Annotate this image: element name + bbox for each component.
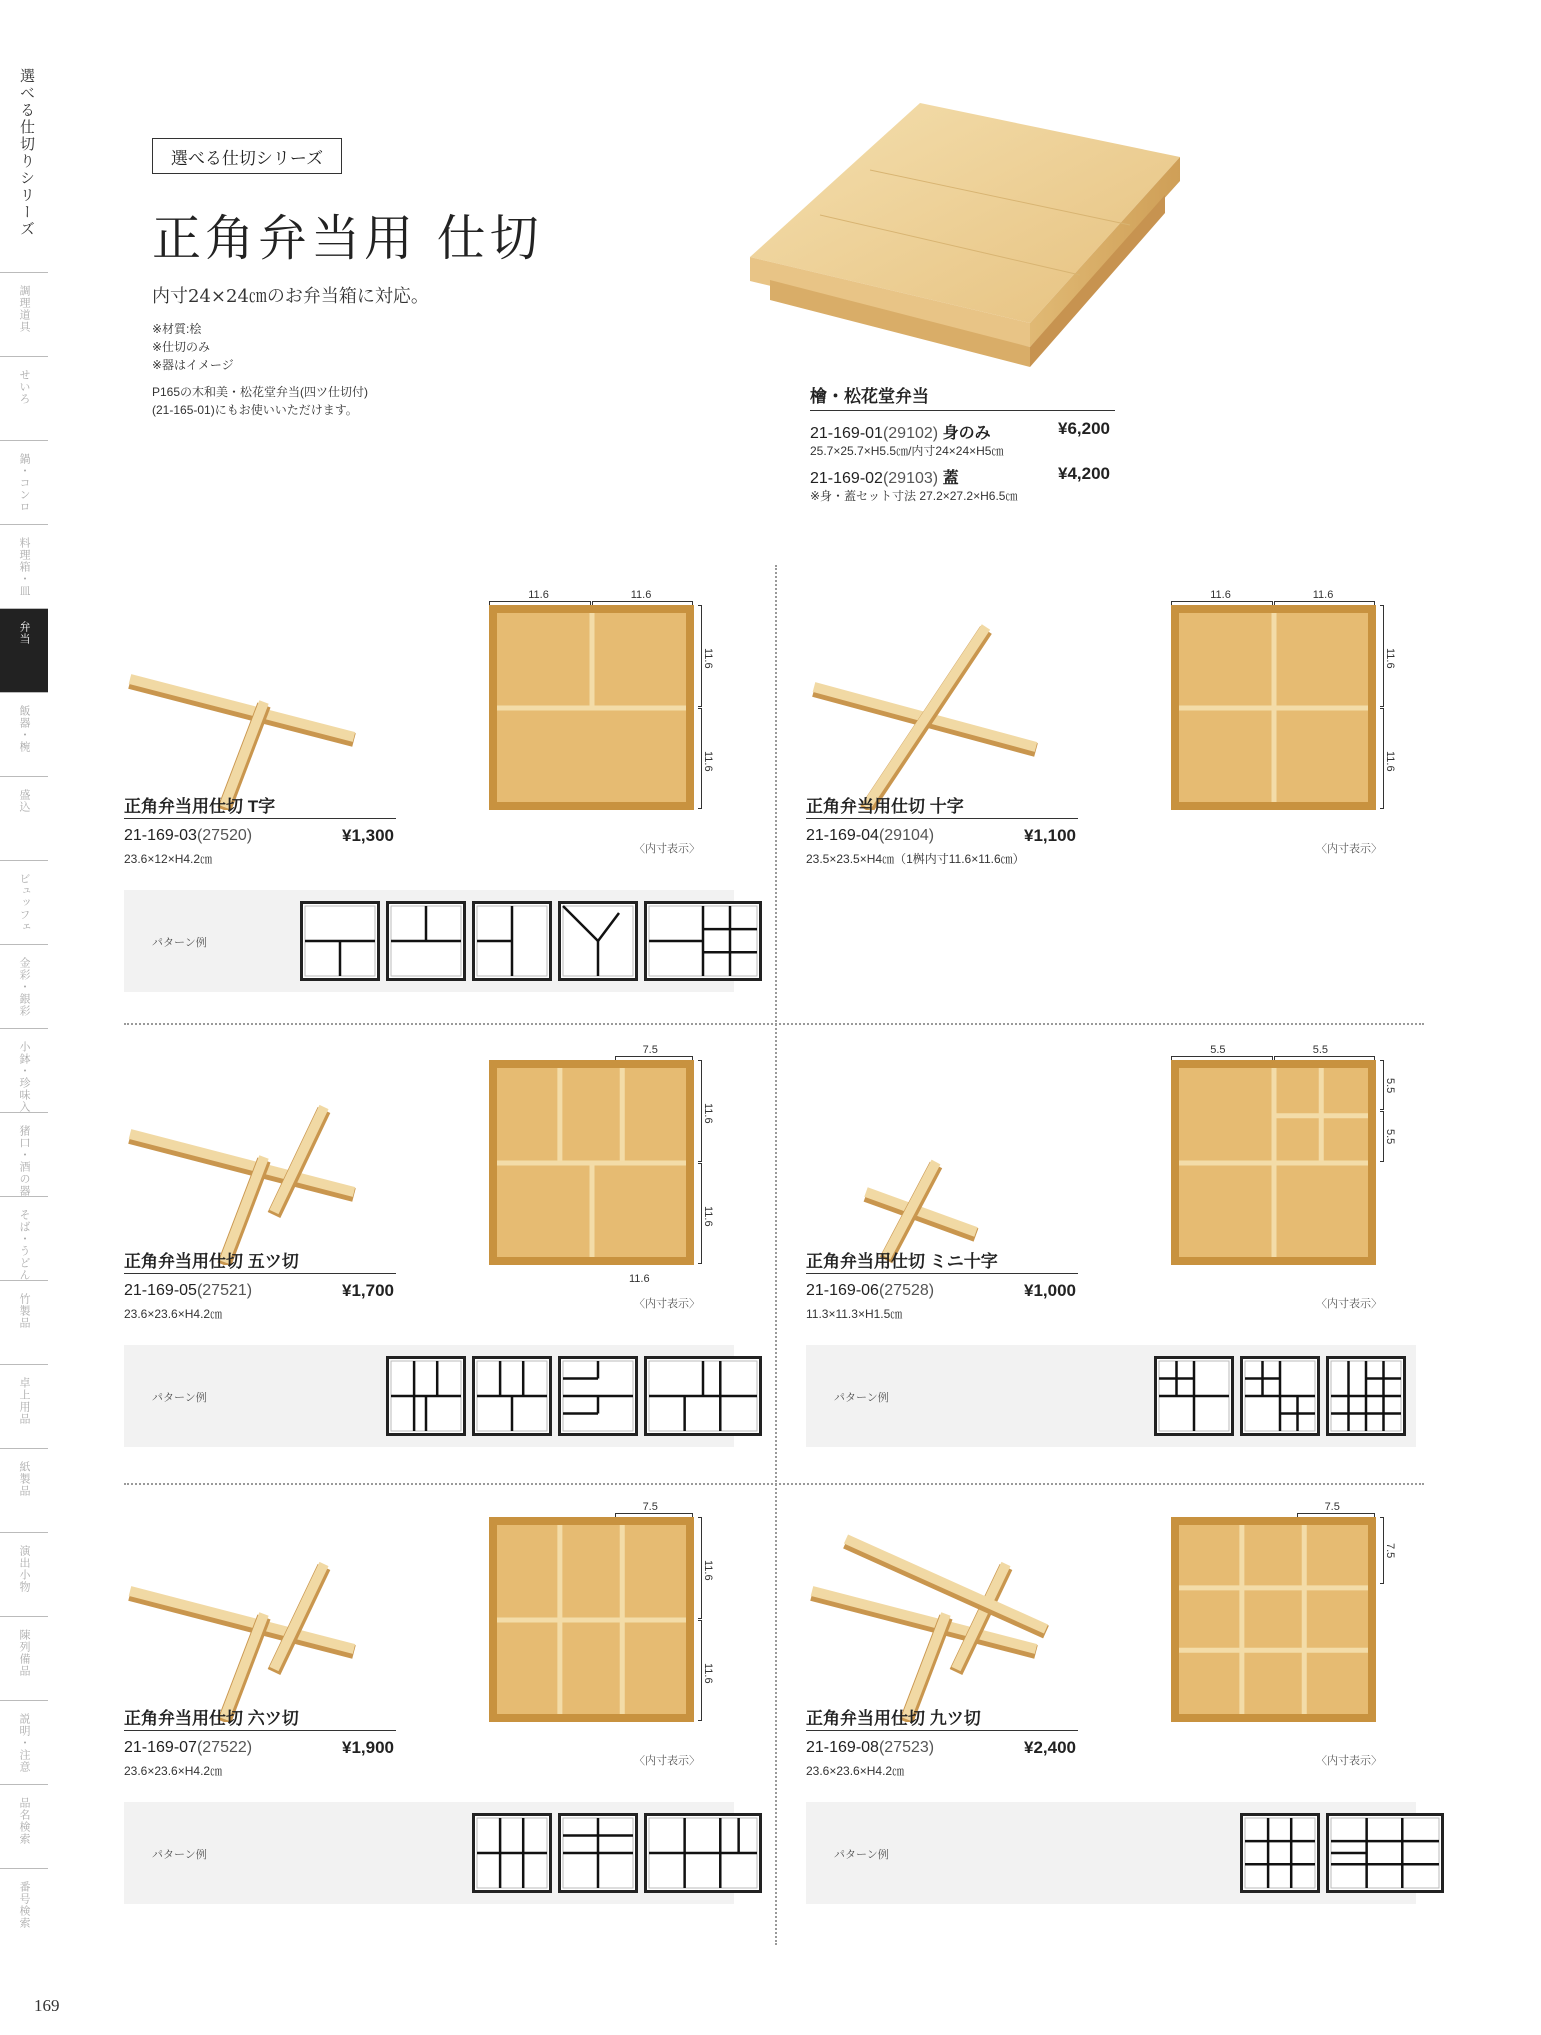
- dimension-side: 11.6: [702, 1103, 714, 1124]
- side-index-label: 陳列備品: [18, 1629, 31, 1677]
- divider-image: [124, 610, 384, 810]
- product-code: [806, 827, 934, 845]
- dimension-line: [698, 1163, 702, 1265]
- dimension-top: 5.5: [1312, 1044, 1329, 1056]
- pattern-label: パターン例: [834, 1392, 889, 1404]
- dimension-side: 11.6: [702, 750, 714, 772]
- pattern-thumbnail: [300, 901, 380, 981]
- product-code: [124, 1282, 252, 1300]
- box-divider-v: [590, 613, 595, 708]
- product-code-paren: (27528): [878, 1282, 935, 1299]
- pattern-label: パターン例: [834, 1849, 889, 1861]
- product-rule: [124, 818, 396, 819]
- dimension-line: [698, 605, 702, 707]
- side-index-item[interactable]: [0, 524, 48, 609]
- side-index-item[interactable]: [0, 272, 48, 357]
- pattern-thumbnail: [1326, 1813, 1444, 1893]
- product-code-paren: (27523): [878, 1739, 935, 1756]
- reference-line-1: P165の木和美・松花堂弁当(四ツ仕切付): [152, 385, 369, 399]
- dimension-line: [1380, 605, 1384, 707]
- pattern-frame: [1242, 1815, 1319, 1892]
- box-divider-v: [1272, 613, 1277, 802]
- dimension-line: [1274, 601, 1376, 605]
- pattern-thumbnail: [1240, 1813, 1320, 1893]
- side-index-label: ビュッフェ: [18, 873, 31, 933]
- side-index-label: 説明・注意: [18, 1713, 31, 1773]
- side-index-label: 番号検索: [18, 1881, 31, 1929]
- dimension-side: 11.6: [702, 1662, 714, 1684]
- pattern-thumbnail: [472, 1813, 552, 1893]
- product-price: ¥1,300: [342, 826, 394, 845]
- side-index-label: 盛込: [18, 789, 31, 813]
- pattern-thumbnail: [472, 901, 552, 981]
- product-dimensions: 23.6×23.6×H4.2㎝: [124, 1307, 223, 1321]
- note-divider-only: ※仕切のみ: [152, 340, 211, 354]
- box-divider-h: [497, 1618, 686, 1623]
- side-index-item[interactable]: [0, 692, 48, 777]
- side-index-label: 調理道具: [18, 285, 31, 333]
- product-rule: [806, 1730, 1078, 1731]
- dimension-line: [1380, 1517, 1384, 1584]
- product-rule: [124, 1273, 396, 1274]
- box-divider-v: [1272, 1068, 1277, 1257]
- product-name: 正角弁当用仕切 九ツ切: [806, 1709, 981, 1728]
- product-rule: [806, 1273, 1078, 1274]
- divider-image: [806, 1065, 1066, 1265]
- feature-row-1-price: ¥6,200: [1058, 419, 1110, 438]
- side-index-item[interactable]: [0, 356, 48, 441]
- pattern-thumbnail: [1240, 1356, 1320, 1436]
- divider-plank: [274, 1107, 324, 1212]
- dimension-side: 11.6: [702, 648, 714, 669]
- product-code-paren: (27520): [196, 827, 253, 844]
- box-divider-v: [1319, 1068, 1324, 1163]
- side-index-label: 小鉢・珍味入: [18, 1041, 31, 1113]
- dimension-line: [698, 1620, 702, 1722]
- box-divider-v: [1239, 1525, 1244, 1714]
- pattern-thumbnail: [1154, 1356, 1234, 1436]
- note-image: ※器はイメージ: [152, 358, 234, 372]
- divider-plank: [274, 1564, 324, 1669]
- dimension-side: 11.6: [702, 1560, 714, 1581]
- side-index-label: そば・うどん: [18, 1209, 31, 1281]
- side-index-label: 演出小物: [18, 1545, 31, 1593]
- dimension-line: [1297, 1513, 1375, 1517]
- box-divider-h: [1179, 1585, 1368, 1590]
- feature-rule: [810, 410, 1115, 411]
- box-layout-image: [1171, 1060, 1376, 1265]
- product-price: ¥1,000: [1024, 1281, 1076, 1300]
- side-index-item[interactable]: [0, 1364, 48, 1449]
- box-divider-v: [1302, 1525, 1307, 1714]
- side-index-item[interactable]: [0, 1196, 48, 1281]
- pattern-thumbnail: [386, 901, 466, 981]
- product-code-number: 21-169-07: [124, 1739, 197, 1756]
- column-separator: [775, 565, 777, 1945]
- box-divider-v: [557, 1068, 562, 1163]
- side-index-item[interactable]: [0, 1784, 48, 1869]
- box-layout-image: [489, 1060, 694, 1265]
- product-name: 正角弁当用仕切 ミニ十字: [806, 1252, 998, 1271]
- dimension-line: [1171, 601, 1273, 605]
- feature-row-1-dims: 25.7×25.7×H5.5㎝/内寸24×24×H5㎝: [810, 444, 1004, 458]
- side-index-label: 卓上用品: [18, 1377, 31, 1425]
- side-index-label: 弁当: [18, 621, 31, 645]
- product-name: 正角弁当用仕切 六ツ切: [124, 1709, 299, 1728]
- product-code-number: 21-169-03: [124, 827, 197, 844]
- side-index-item[interactable]: [0, 440, 48, 525]
- dimension-side: 5.5: [1384, 1128, 1396, 1145]
- note-material: ※材質:桧: [152, 322, 202, 336]
- inner-size-label: 〈内寸表示〉: [634, 1755, 700, 1767]
- side-index-item[interactable]: [0, 1868, 48, 1953]
- inner-size-label: 〈内寸表示〉: [1316, 1755, 1382, 1767]
- product-dimensions: 11.3×11.3×H1.5㎝: [806, 1307, 903, 1321]
- dimension-line: [698, 1060, 702, 1162]
- pattern-thumbnail: [558, 1813, 638, 1893]
- product-code-number: 21-169-05: [124, 1282, 197, 1299]
- box-layout-image: [1171, 1517, 1376, 1722]
- box-divider-v: [590, 1163, 595, 1258]
- feature-row-2-dims: ※身・蓋セット寸法 27.2×27.2×H6.5㎝: [810, 489, 1018, 503]
- feature-row-2-code: 21-169-02(29103) 蓋: [810, 470, 959, 487]
- divider-image: [124, 1522, 384, 1722]
- box-divider-h: [1179, 1648, 1368, 1653]
- product-code-number: 21-169-08: [806, 1739, 879, 1756]
- dimension-top: 11.6: [630, 589, 652, 601]
- dimension-top: 7.5: [642, 1501, 658, 1513]
- box-layout-image: [489, 1517, 694, 1722]
- side-index-label: 竹製品: [18, 1293, 31, 1329]
- product-code: [806, 1282, 934, 1300]
- side-index-item[interactable]: [0, 1028, 48, 1113]
- divider-plank: [130, 1134, 354, 1192]
- pattern-label: パターン例: [152, 937, 207, 949]
- product-code-paren: (29104): [878, 827, 935, 844]
- product-dimensions: 23.6×12×H4.2㎝: [124, 852, 213, 866]
- page-subtitle: 内寸24×24㎝のお弁当箱に対応。: [152, 286, 429, 307]
- product-rule: [806, 818, 1078, 819]
- box-divider-v: [620, 1068, 625, 1163]
- side-index-item[interactable]: [0, 1280, 48, 1365]
- product-rule: [124, 1730, 396, 1731]
- side-index-item[interactable]: [0, 1616, 48, 1701]
- inner-size-label: 〈内寸表示〉: [1316, 843, 1382, 855]
- pattern-panel: [806, 1802, 1416, 1904]
- product-dimensions: 23.5×23.5×H4㎝（1桝内寸11.6×11.6㎝）: [806, 852, 1025, 866]
- feature-name: 檜・松花堂弁当: [810, 387, 929, 406]
- divider-image: [806, 610, 1066, 810]
- side-index-title: 選べる仕切りシリーズ: [18, 68, 36, 238]
- dimension-line: [698, 708, 702, 810]
- divider-image: [806, 1522, 1066, 1722]
- divider-plank: [130, 679, 354, 737]
- inner-size-label: 〈内寸表示〉: [634, 843, 700, 855]
- side-index-label: 鍋・コンロ: [18, 453, 31, 513]
- pattern-thumbnail: [386, 1356, 466, 1436]
- product-price: ¥1,700: [342, 1281, 394, 1300]
- pattern-label: パターン例: [152, 1849, 207, 1861]
- product-dimensions: 23.6×23.6×H4.2㎝: [124, 1764, 223, 1778]
- box-divider-v: [557, 1525, 562, 1714]
- product-name: 正角弁当用仕切 五ツ切: [124, 1252, 299, 1271]
- product-name: 正角弁当用仕切 T字: [124, 797, 276, 816]
- side-index-item[interactable]: [0, 776, 48, 861]
- side-index-label: 紙製品: [18, 1461, 31, 1497]
- side-index-label: 猪口・酒の器: [18, 1125, 31, 1197]
- product-price: ¥1,900: [342, 1738, 394, 1757]
- side-index-item[interactable]: [0, 1532, 48, 1617]
- pattern-thumbnail: [644, 1813, 762, 1893]
- feature-row-2-price: ¥4,200: [1058, 464, 1110, 483]
- page-title: 正角弁当用 仕切: [152, 210, 543, 267]
- dimension-top: 5.5: [1210, 1044, 1226, 1056]
- box-layout-image: [489, 605, 694, 810]
- side-index-label: 料理箱・皿: [18, 537, 31, 597]
- dimension-line: [1380, 708, 1384, 810]
- dimension-top: 11.6: [1210, 589, 1231, 601]
- box-inner: [1179, 1525, 1368, 1714]
- pattern-thumbnail: [644, 1356, 762, 1436]
- dimension-side: 5.5: [1384, 1077, 1396, 1093]
- product-price: ¥2,400: [1024, 1738, 1076, 1757]
- pattern-label: パターン例: [152, 1392, 207, 1404]
- lunchbox-image: [750, 95, 1240, 370]
- side-index-item[interactable]: [0, 608, 48, 693]
- side-index-item[interactable]: [0, 1700, 48, 1785]
- pattern-panel: [124, 1802, 734, 1904]
- dimension-side: 11.6: [1384, 750, 1396, 772]
- side-index-item[interactable]: [0, 1448, 48, 1533]
- pattern-thumbnail: [644, 901, 762, 981]
- series-badge: 選べる仕切シリーズ: [152, 138, 342, 174]
- product-code: [124, 827, 252, 845]
- product-code-paren: (27522): [196, 1739, 253, 1756]
- dimension-top: 11.6: [1312, 589, 1334, 601]
- product-code-number: 21-169-06: [806, 1282, 879, 1299]
- product-price: ¥1,100: [1024, 826, 1076, 845]
- dimension-side: 11.6: [702, 1205, 714, 1227]
- dimension-side: 11.6: [1384, 648, 1396, 669]
- product-code: [806, 1739, 934, 1757]
- product-dimensions: 23.6×23.6×H4.2㎝: [806, 1764, 905, 1778]
- side-index-label: 品名検索: [18, 1797, 31, 1845]
- side-index-label: 金彩・銀彩: [18, 957, 31, 1017]
- dimension-line: [1274, 1056, 1376, 1060]
- page-number: 169: [34, 1996, 60, 2015]
- pattern-thumbnail: [1326, 1356, 1406, 1436]
- row-separator-1: [124, 1023, 1424, 1025]
- row-separator-2: [124, 1483, 1424, 1485]
- pattern-panel: [806, 1345, 1416, 1447]
- dimension-top: 7.5: [642, 1044, 658, 1056]
- inner-size-label: 〈内寸表示〉: [634, 1298, 700, 1310]
- side-index-label: せいろ: [18, 369, 31, 405]
- dimension-bottom: 11.6: [629, 1273, 650, 1285]
- dimension-line: [615, 1513, 693, 1517]
- dimension-line: [1171, 1056, 1273, 1060]
- divider-image: [124, 1065, 384, 1265]
- reference-line-2: (21-165-01)にもお使いいただけます。: [152, 403, 358, 417]
- dimension-line: [1380, 1060, 1384, 1110]
- divider-plank: [866, 627, 986, 807]
- dimension-line: [592, 601, 694, 605]
- pattern-thumbnail: [558, 901, 638, 981]
- dimension-top: 7.5: [1324, 1501, 1340, 1513]
- side-index-item[interactable]: [0, 944, 48, 1029]
- product-code-paren: (27521): [196, 1282, 253, 1299]
- pattern-thumbnail: [472, 1356, 552, 1436]
- product-code-number: 21-169-04: [806, 827, 879, 844]
- product-code: [124, 1739, 252, 1757]
- side-index-item[interactable]: [0, 1112, 48, 1197]
- feature-row-1-code: 21-169-01(29102) 身のみ: [810, 425, 991, 442]
- dimension-line: [615, 1056, 693, 1060]
- pattern-thumbnail: [558, 1356, 638, 1436]
- dimension-top: 11.6: [528, 589, 549, 601]
- box-divider-v: [620, 1525, 625, 1714]
- dimension-side: 7.5: [1384, 1543, 1396, 1559]
- product-name: 正角弁当用仕切 十字: [806, 797, 964, 816]
- divider-plank: [130, 1591, 354, 1649]
- dimension-line: [698, 1517, 702, 1619]
- side-index-label: 飯器・椀: [18, 705, 31, 753]
- side-index-item[interactable]: [0, 860, 48, 945]
- inner-size-label: 〈内寸表示〉: [1316, 1298, 1382, 1310]
- box-layout-image: [1171, 605, 1376, 810]
- dimension-line: [1380, 1111, 1384, 1161]
- dimension-line: [489, 601, 591, 605]
